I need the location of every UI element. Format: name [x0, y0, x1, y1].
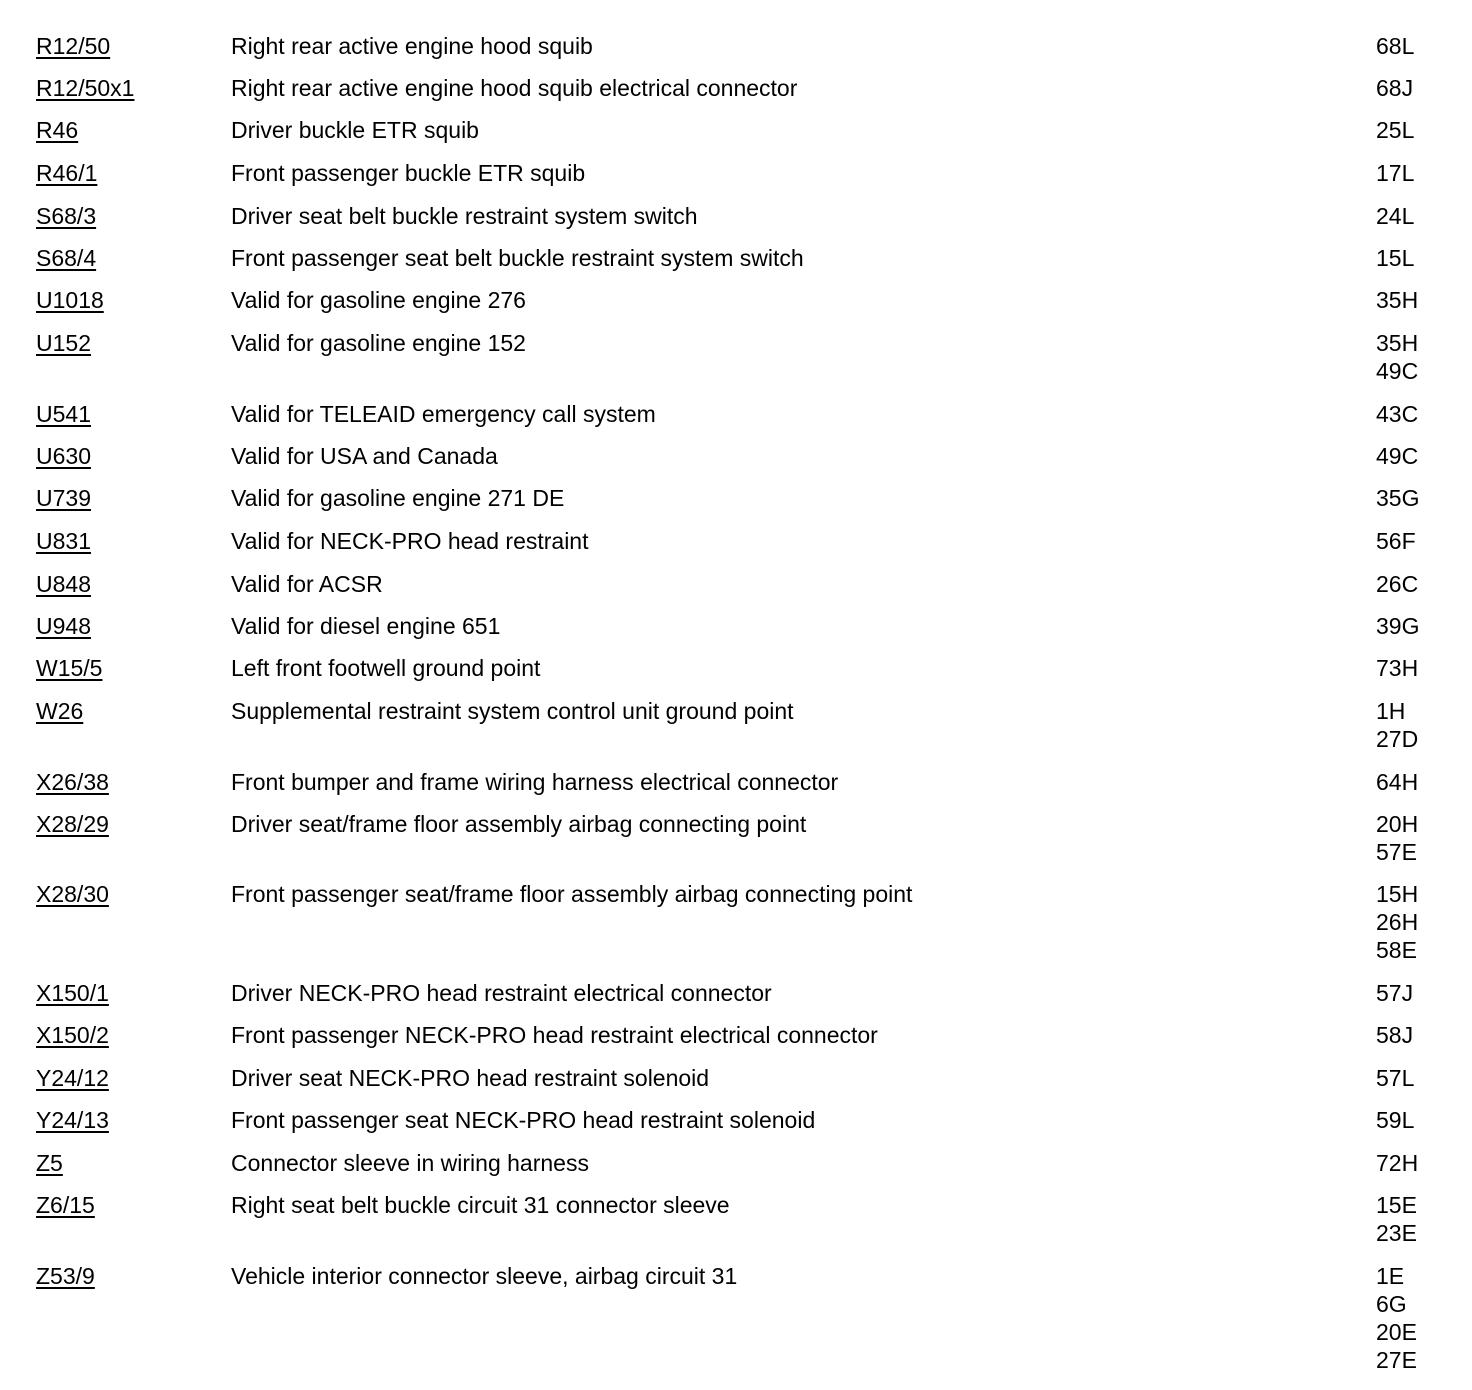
grid-references	[1376, 116, 1414, 144]
grid-references	[1376, 159, 1414, 187]
component-description: Front passenger seat belt buckle restraint system switch	[231, 245, 804, 271]
grid-references	[1376, 442, 1418, 470]
component-description: Valid for gasoline engine 276	[231, 287, 526, 313]
grid-reference: 35H	[1376, 330, 1419, 356]
component-code-link[interactable]: S68/3	[36, 203, 97, 229]
grid-reference: 57E	[1376, 839, 1417, 865]
component-description: Front passenger seat NECK-PRO head restraint solenoid	[231, 1107, 816, 1133]
grid-references	[1376, 1064, 1414, 1092]
component-description: Valid for TELEAID emergency call system	[231, 401, 656, 427]
grid-references	[1376, 768, 1418, 796]
component-code-link[interactable]: Z6/15	[36, 1192, 95, 1218]
grid-reference: 1E	[1376, 1263, 1405, 1289]
component-code-link[interactable]: U1018	[36, 287, 104, 313]
component-description: Right seat belt buckle circuit 31 connector sleeve	[231, 1192, 730, 1218]
component-code-link[interactable]: U848	[36, 571, 91, 597]
grid-references	[1376, 654, 1418, 682]
component-code-link[interactable]: S68/4	[36, 245, 97, 271]
grid-reference: 15E	[1376, 1192, 1417, 1218]
grid-reference: 35G	[1376, 485, 1420, 511]
grid-references	[1376, 1021, 1413, 1049]
grid-reference: 58E	[1376, 937, 1417, 963]
component-description: Valid for ACSR	[231, 571, 383, 597]
grid-references	[1376, 810, 1418, 866]
grid-references	[1376, 202, 1414, 230]
component-description: Valid for diesel engine 651	[231, 613, 501, 639]
grid-references	[1376, 612, 1419, 640]
grid-reference: 20H	[1376, 811, 1419, 837]
grid-references	[1376, 484, 1419, 512]
grid-references	[1376, 329, 1418, 385]
component-code-link[interactable]: R46	[36, 117, 79, 143]
grid-reference: 57L	[1376, 1065, 1415, 1091]
component-description: Connector sleeve in wiring harness	[231, 1150, 589, 1176]
component-description: Right rear active engine hood squib electrical connector	[231, 75, 798, 101]
grid-reference: 15H	[1376, 881, 1419, 907]
grid-reference: 64H	[1376, 769, 1419, 795]
grid-reference: 1H	[1376, 698, 1406, 724]
component-description: Valid for gasoline engine 152	[231, 330, 526, 356]
component-description: Driver seat belt buckle restraint system switch	[231, 203, 698, 229]
component-code-link[interactable]: X150/1	[36, 980, 109, 1006]
grid-references	[1376, 32, 1414, 60]
grid-references	[1376, 1262, 1417, 1374]
grid-reference: 27E	[1376, 1347, 1417, 1373]
grid-reference: 58J	[1376, 1022, 1414, 1048]
grid-reference: 68L	[1376, 33, 1415, 59]
component-code-link[interactable]: R12/50	[36, 33, 111, 59]
grid-reference: 26C	[1376, 571, 1419, 597]
grid-reference: 49C	[1376, 443, 1419, 469]
component-code-link[interactable]: W26	[36, 698, 84, 724]
component-code-link[interactable]: X26/38	[36, 769, 109, 795]
grid-references	[1376, 697, 1418, 753]
component-code-link[interactable]: W15/5	[36, 655, 103, 681]
grid-references	[1376, 880, 1418, 964]
component-code-link[interactable]: R12/50x1	[36, 75, 135, 101]
grid-reference: 23E	[1376, 1220, 1417, 1246]
grid-reference: 49C	[1376, 358, 1419, 384]
component-code-link[interactable]: X150/2	[36, 1022, 109, 1048]
grid-reference: 72H	[1376, 1150, 1419, 1176]
grid-reference: 57J	[1376, 980, 1414, 1006]
component-code-link[interactable]: Y24/12	[36, 1065, 109, 1091]
component-description: Valid for gasoline engine 271 DE	[231, 485, 565, 511]
component-code-link[interactable]: U630	[36, 443, 91, 469]
grid-reference: 59L	[1376, 1107, 1415, 1133]
grid-reference: 39G	[1376, 613, 1420, 639]
component-code-link[interactable]: X28/30	[36, 881, 109, 907]
grid-reference: 15L	[1376, 245, 1415, 271]
component-code-link[interactable]: U739	[36, 485, 91, 511]
grid-reference: 25L	[1376, 117, 1415, 143]
grid-reference: 35H	[1376, 287, 1419, 313]
grid-reference: 26H	[1376, 909, 1419, 935]
grid-references	[1376, 979, 1413, 1007]
grid-reference: 73H	[1376, 655, 1419, 681]
component-code-link[interactable]: U541	[36, 401, 91, 427]
component-description: Valid for USA and Canada	[231, 443, 498, 469]
component-code-link[interactable]: U152	[36, 330, 91, 356]
component-code-link[interactable]: U831	[36, 528, 91, 554]
grid-references	[1376, 1106, 1414, 1134]
component-description: Front passenger NECK-PRO head restraint electrical connector	[231, 1022, 878, 1048]
grid-references	[1376, 1191, 1417, 1247]
component-description: Driver seat NECK-PRO head restraint solenoid	[231, 1065, 710, 1091]
grid-reference: 6G	[1376, 1291, 1407, 1317]
grid-reference: 68J	[1376, 75, 1414, 101]
grid-reference: 56F	[1376, 528, 1416, 554]
grid-references	[1376, 527, 1416, 555]
component-description: Front passenger seat/frame floor assembly airbag connecting point	[231, 881, 913, 907]
grid-reference: 43C	[1376, 401, 1419, 427]
component-description: Front passenger buckle ETR squib	[231, 160, 586, 186]
component-description: Supplemental restraint system control unit ground point	[231, 698, 794, 724]
component-description: Right rear active engine hood squib	[231, 33, 593, 59]
component-code-link[interactable]: Y24/13	[36, 1107, 109, 1133]
grid-references	[1376, 286, 1418, 314]
component-description: Left front footwell ground point	[231, 655, 541, 681]
component-description: Driver NECK-PRO head restraint electrical connector	[231, 980, 772, 1006]
component-code-link[interactable]: Z5	[36, 1150, 63, 1176]
grid-references	[1376, 1149, 1418, 1177]
grid-references	[1376, 570, 1418, 598]
grid-reference: 27D	[1376, 726, 1419, 752]
component-code-link[interactable]: X28/29	[36, 811, 109, 837]
grid-references	[1376, 74, 1413, 102]
component-description: Front bumper and frame wiring harness electrical connector	[231, 769, 839, 795]
grid-reference: 17L	[1376, 160, 1415, 186]
component-description: Vehicle interior connector sleeve, airbag circuit 31	[231, 1263, 738, 1289]
grid-references	[1376, 244, 1414, 272]
component-code-link[interactable]: Z53/9	[36, 1263, 95, 1289]
grid-reference: 20E	[1376, 1319, 1417, 1345]
component-code-link[interactable]: U948	[36, 613, 91, 639]
component-description: Driver buckle ETR squib	[231, 117, 479, 143]
grid-references	[1376, 400, 1418, 428]
component-description: Driver seat/frame floor assembly airbag connecting point	[231, 811, 807, 837]
grid-reference: 24L	[1376, 203, 1415, 229]
component-description: Valid for NECK-PRO head restraint	[231, 528, 589, 554]
component-code-link[interactable]: R46/1	[36, 160, 98, 186]
